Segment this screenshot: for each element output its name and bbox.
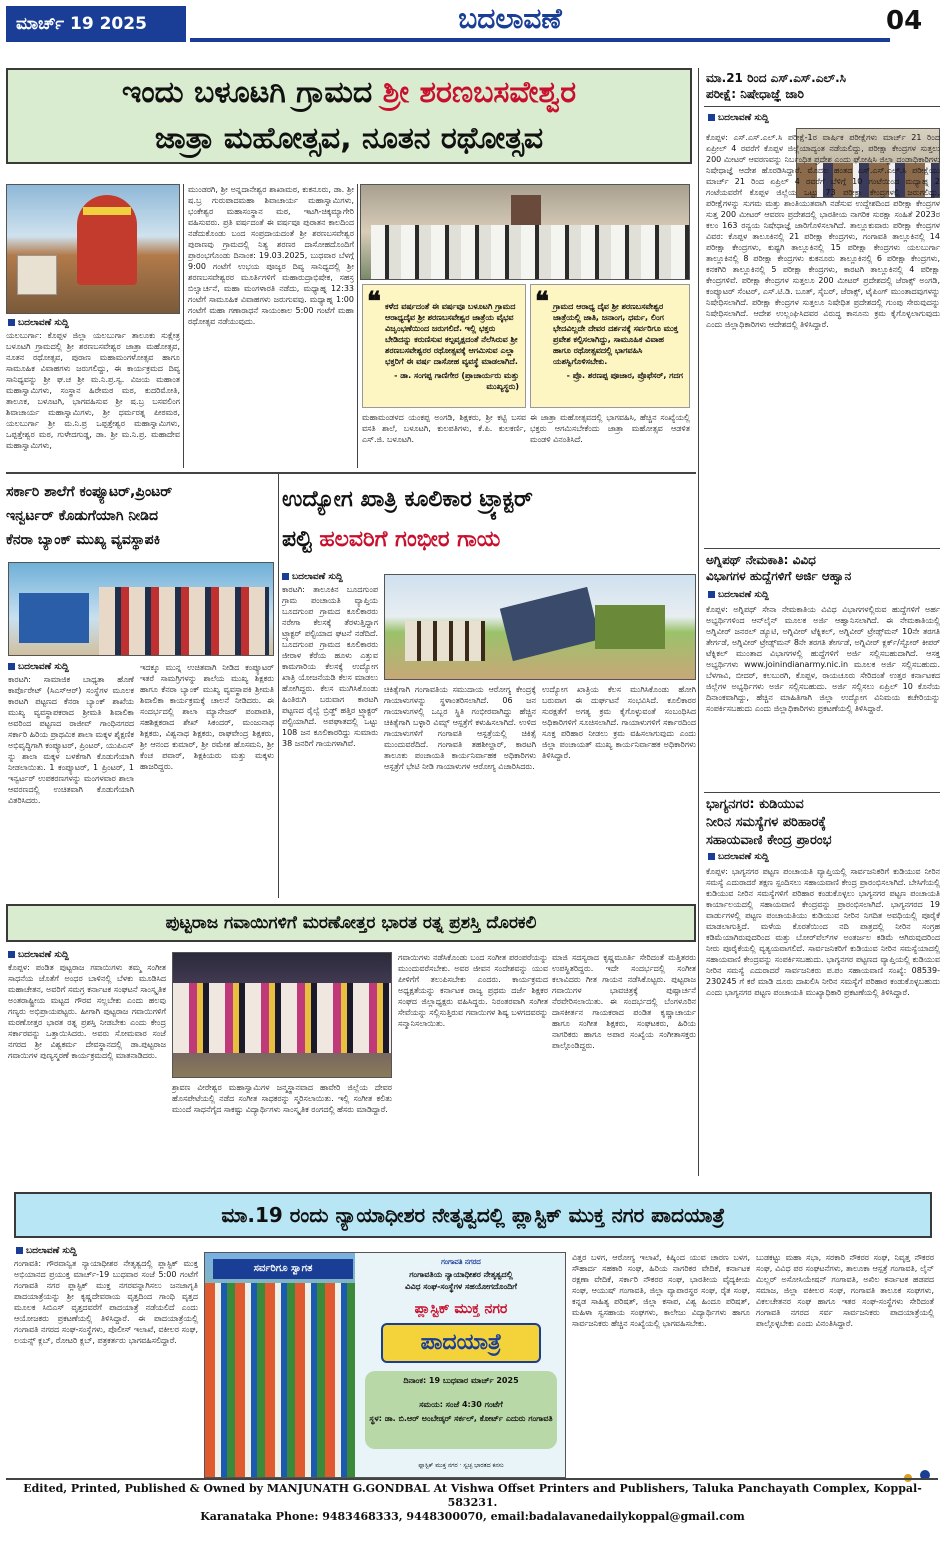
- poster-title1: ಪ್ಲಾಸ್ಟಿಕ್ ಮುಕ್ತ ನಗರ: [414, 1301, 508, 1317]
- lead-body-col2: ಮುಂಡರಗಿ, ಶ್ರೀ ಅನ್ನದಾನೇಶ್ವರ ಶಾಖಾಮಠ, ಕುಕನೂರು, ಡಾ. ಶ್ರೀ ಷ.ಬ್ರ ಗುರುಪಾದಮಹಾ ಶಿವಾಚಾರ್ಯ ಮಹಾಸ್ವಾಮಿಗಳು, ಭಂಕೇಶ್ವರ ಮಹಾಸಂಸ್ಥಾನ ಮಠ, ಇಟಗಿ-ಚಿಕ್ಕಮ್ಯಾಗೇರಿ ವಹಿಸುವರು. ಪ್ರತಿ ವರ್ಷದಂತೆ ಈ ವರ್ಷವೂ ಪುರಾತನ ಕಾಲದಿಂದ ನಡೆದುಕೊಂಡು ಬಂದ ಸಂಪ್ರದಾಯದಂತೆ ಶ್ರೀ ಶರಣಬಸವೇಶ್ವರ ಪುರಾಣವು ಗ್ರಾಮದಲ್ಲಿ ನಿತ್ಯ ಶರಣರ ದಾಸೋಹದೊಂದಿಗೆ ಪ್ರಾರಂಭಗೊಂಡು ದಿನಾಂಕ: 19.03.2025, ಬುಧವಾರ ಬೆಳಗ್ಗೆ 9:00 ಗಂಟೆಗೆ ಉಭಯ ಪೂಜ್ಯರ ದಿವ್ಯ ಸಾನಿಧ್ಯದಲ್ಲಿ ಶ್ರೀ ಶರಣಬಸವೇಶ್ವರರ ಮೂರ್ತಿಗಳಿಗೆ ಮಹಾರುದ್ರಾಭಿಷೇಕ, ಸಹಸ್ರ ಬಿಲ್ವಾರ್ಚನೆ, ಮಹಾ ಮಂಗಳಾರತಿ ನಡೆದು, ಮಧ್ಯಾಹ್ನ 12:33 ಗಂಟೆಗೆ ಸಾಮೂಹಿಕ ವಿವಾಹಗಳು ಜರುಗುವವು. ಮಧ್ಯಾಹ್ನ 1:00 ಗಂಟೆಗೆ ಮಹಾ ಗಣಾರಾಧನೆ ಸಾಯಂಕಾಲ 5:00 ಗಂಟೆಗೆ ಮಹಾ ರಥೋತ್ಸವ ನಡೆಯುವುದು.: [188, 185, 354, 326]
- puttaraja-headline: ಪುಟ್ಟರಾಜ ಗವಾಯಿಗಳಿಗೆ ಮರಣೋತ್ತರ ಭಾರತ ರತ್ನ ಪ್ರಶಸ್ತಿ ದೊರಕಲಿ: [165, 913, 537, 933]
- poster-tagline: ಪ್ಲಾಸ್ಟಿಕ್ ಮುಕ್ತ ನಗರ · ಸ್ವಚ್ಛ ಭಾರತದ ಕನಸು: [418, 1462, 504, 1469]
- quote-mark-icon: ❝: [367, 287, 381, 317]
- plastic-body-col3: ಬುಡಕಟ್ಟು ಮಹಾ ಸಭಾ, ಸರಕಾರಿ ನೌಕರರ ಸಂಘ, ನಿವೃತ್ತ ನೌಕರರ ಸಂಘ, ವಿವಿಧ ಪರ ಸಂಘಟನೆಗಳು, ತಾಲೂಕಾ ಆಸ್ಪತ್ರೆ ಗಂಗಾವತಿ, ಲೈನ್ ಮಿಲ್ಲರ್ ಅಸೋಸಿಯೇಷನ್ ಗಂಗಾವತಿ, ಅಖಿಲ ಕರ್ನಾಟಕ ಹಡಪದ ಸಮಾಜ, ಜಿಲ್ಲಾ ವಕೀಲರ ಸಂಘ, ಗಂಗಾವತಿ ತಾಲೂಕ ಸಂಘಗಳು, ವಿಕಲಚೇತನರ ಸಂಘ ಹಾಗೂ ಇತರ ಸಂಘ-ಸಂಸ್ಥೆಗಳು ಸೇರಿದಂತೆ ಗಂಗಾವತಿ ನಗರದ ಸರ್ವ ಸಾರ್ವಜನಿಕರು ಪಾದಯಾತ್ರೆಯಲ್ಲಿ ಪಾಲ್ಗೊಳ್ಳಬೇಕು ಎಂದು ವಿನಂತಿಸಿದ್ದಾರೆ.: [756, 1253, 934, 1328]
- puttaraja-byline: ಬದಲಾವಣೆ ಸುದ್ದಿ: [8, 950, 69, 960]
- bhagyanagar-headline-line3: ಸಹಾಯವಾಣಿ ಕೇಂದ್ರ ಪ್ರಾರಂಭ: [706, 833, 832, 848]
- agnipath-byline: ಬದಲಾವಣೆ ಸುದ್ದಿ: [708, 590, 769, 600]
- plastic-body-col2: ವಿತ್ತರ ಬಳಗ, ಆರೋಗ್ಯ ಇಲಾಖೆ, ಕಿಷ್ಕಿಂದ ಯುವ ಚಾರಣ ಬಳಗ, ಸೌಹಾರ್ದ ಸಹಕಾರಿ ಸಂಘ, ಹಿರಿಯ ನಾಗರಿಕರ ವೇದಿಕೆ, ಕರ್ನಾಟಕ ರಕ್ಷಣಾ ವೇದಿಕೆ, ಸರ್ಕಾರಿ ನೌಕರರ ಸಂಘ, ಭಾರತೀಯ ವೈದ್ಯಕೀಯ ಸಂಘ, ಆಯುಷ್ ಗಂಗಾವತಿ, ಜಿಲ್ಲಾ ವ್ಯಾಪಾರಸ್ಥರ ಸಂಘ, ರೈತ ಸಂಘ, ಕನ್ನಡ ಸಾಹಿತ್ಯ ಪರಿಷತ್, ಜಿಲ್ಲಾ ಕಸಾಪ, ವಿಶ್ವ ಹಿಂದೂ ಪರಿಷತ್, ಮಹಿಳಾ ಸ್ವಸಹಾಯ ಸಂಘಗಳು, ಕಾಲೇಜು ವಿದ್ಯಾರ್ಥಿಗಳು ಹಾಗೂ ಸಾರ್ವಜನಿಕರು ಹೆಚ್ಚಿನ ಸಂಖ್ಯೆಯಲ್ಲಿ ಭಾಗವಹಿಸಬೇಕು.: [572, 1253, 750, 1328]
- plastic-headline-box: [14, 1192, 932, 1238]
- overturned-tractor-photo: [384, 574, 696, 680]
- canara-handover-photo: [8, 562, 274, 656]
- bhagyanagar-headline-line1: ಭಾಗ್ಯನಗರ: ಕುಡಿಯುವ: [706, 797, 804, 812]
- puttaraja-headline-box: [6, 904, 696, 942]
- felicitation-stage-photo: [172, 952, 392, 1078]
- canara-headline-box: [6, 480, 274, 554]
- lead-quote-1-signature: - ಡಾ. ಸಂಗಪ್ಪ ಗಾಣಿಗೇರ (ಪ್ರಾಚಾರ್ಯರು ಮತ್ತು ಮುಖ್ಯಸ್ಥರು): [394, 371, 519, 391]
- canara-body-col2: ಇದಕ್ಕೂ ಮುನ್ನ ಉಚಿತವಾಗಿ ನೀಡಿದ ಕಂಪ್ಯೂಟರ್ ಇತರೆ ಸಾಮಗ್ರಿಗಳನ್ನು ಶಾಲೆಯ ಮುಖ್ಯ ಶಿಕ್ಷಕರು ಹಾಗೂ ಕೆನರಾ ಬ್ಯಾಂಕ್ ಮುಖ್ಯ ವ್ಯವಸ್ಥಾಪಕಿ ಶ್ರೀಮತಿ ಶಿವಾಲಿಕಾ ಕಾರ್ಯಕ್ರಮಕ್ಕೆ ಚಾಲನೆ ನೀಡಿದರು. ಈ ಸಂದರ್ಭದಲ್ಲಿ ಶಾಲಾ ಮ್ಯಾನೇಜರ್ ಪಂಪಾಪತಿ, ಸಹಶಿಕ್ಷಕರಾದ ಶೇಖ್ ಸಿಕಂದರ್, ಮಂಜುನಾಥ ಶಿಕ್ಷಕರು, ವಿಶ್ವನಾಥ ಶಿಕ್ಷಕರು, ರಾಘವೇಂದ್ರ ಶಿಕ್ಷಕರು, ಶ್ರೀ ಆನಂದ ಕುಮಾರ್, ಶ್ರೀ ರಮೇಶ ಹೊಸಮನಿ, ಶ್ರೀ ಕೆಂಚ ಪವಾರ್, ಶಿಕ್ಷಕಿಯರು ಮತ್ತು ಮಕ್ಕಳು ಹಾಜರಿದ್ದರು.: [140, 663, 274, 771]
- plastic-byline: ಬದಲಾವಣೆ ಸುದ್ದಿ: [16, 1246, 77, 1256]
- bhagyanagar-byline: ಬದಲಾವಣೆ ಸುದ್ದಿ: [708, 852, 769, 862]
- puttaraja-body-col3: ಗವಾಯಿಗಳು ನಡೆಸಿಕೊಂಡು ಬಂದ ಸಂಗೀತ ಪರಂಪರೆಯನ್ನು ಮುಂದುವರೆಸಬೇಕು. ಅವರ ಜೀವನ ಸಂದೇಶವನ್ನು ಯುವ ಪೀಳಿಗೆಗೆ ತಲುಪಿಸಬೇಕು ಎಂದರು. ಕಾರ್ಯಕ್ರಮದ ಅಧ್ಯಕ್ಷತೆಯನ್ನು ಕರ್ನಾಟಕ ರಾಜ್ಯ ಪ್ರಥಮ ದರ್ಜೆ ಶಿಕ್ಷಕರ ಸಂಘದ ಜಿಲ್ಲಾಧ್ಯಕ್ಷರು ವಹಿಸಿದ್ದರು. ನಿರಂತರವಾಗಿ ಸಂಗೀತ ಸೇವೆಯನ್ನು ಸಲ್ಲಿಸುತ್ತಿರುವ ಗವಾಯಿಗಳ ಶಿಷ್ಯ ಬಳಗದವರನ್ನು ಸನ್ಮಾನಿಸಲಾಯಿತು.: [398, 953, 548, 1028]
- canara-headline-line2: ಇನ್ವರ್ಟರ್ ಕೊಡುಗೆಯಾಗಿ ನೀಡಿದ: [6, 508, 159, 524]
- poster-organizer: ಗಂಗಾವತಿ ನಗರದ: [441, 1258, 481, 1266]
- imprint-line2: Karanataka Phone: 9483468333, 9448300070, email:badalavanedailykoppal@gmail.com: [200, 1510, 745, 1523]
- tractor-headline-red: ಹಲವರಿಗೆ ಗಂಭೀರ ಗಾಯ: [319, 527, 501, 552]
- tractor-headline-line2: ಪಲ್ಟಿ: [282, 527, 312, 552]
- canara-body-col1: ಕಾರಟಗಿ: ಸಾಮಾಜಿಕ ಬಾಧ್ಯತಾ ಹೊಣೆ ಕಾರ್ಪೊರೇಟ್ (ಸಿಎಸ್ಆರ್) ಸಂಸ್ಥೆಗಳ ಮೂಲಕ ಕಾರಟಗಿ ಪಟ್ಟಣದ ಕೆನರಾ ಬ್ಯಾಂಕ್ ಶಾಖೆಯ ಮುಖ್ಯ ವ್ಯವಸ್ಥಾಪಕರಾದ ಶ್ರೀಮತಿ ಶಿವಾಲಿಕಾ ಅವರಿಂದ ಪಟ್ಟಣದ ರಾಜೀವ್ ಗಾಂಧಿನಗರದ ಸರ್ಕಾರಿ ಹಿರಿಯ ಪ್ರಾಥಮಿಕ ಶಾಲಾ ಮಕ್ಕಳ ಶೈಕ್ಷಣಿಕ ಅಭಿವೃದ್ಧಿಗಾಗಿ ಕಂಪ್ಯೂಟರ್, ಪ್ರಿಂಟರ್, ಯುಪಿಎಸ್ ನ್ನು ಶಾಲಾ ಮಕ್ಕಳ ಬಳಕೆಗಾಗಿ ಕೊಡುಗೆಯಾಗಿ ನೀಡಲಾಯಿತು. 1 ಕಂಪ್ಯೂಟರ್, 1 ಪ್ರಿಂಟರ್, 1 ಇನ್ವರ್ಟರ್ ಉಪಕರಣಗಳನ್ನು ಮಂಗಳವಾರ ಶಾಲಾ ಆವರಣದಲ್ಲಿ ಉಚಿತವಾಗಿ ಕೊಡುಗೆಯಾಗಿ ವಿತರಿಸಿದರು.: [8, 675, 134, 805]
- sslc-byline: ಬದಲಾವಣೆ ಸುದ್ದಿ: [708, 113, 769, 123]
- poster-time: ಸಮಯ: ಸಂಜೆ 4:30 ಗಂಟೆಗೆ: [419, 1400, 503, 1409]
- devotees-group-photo: [360, 184, 690, 280]
- tractor-headline-box: [282, 480, 696, 564]
- lead-quote-2-text: ಗ್ರಾಮದ ಆರಾಧ್ಯ ದೈವ ಶ್ರೀ ಶರಣಬಸವೇಶ್ವರ ಜಾತ್ರೆಯಲ್ಲಿ ಜಾತಿ, ಜನಾಂಗ, ಧರ್ಮ, ಲಿಂಗ ಭೇದವಿಲ್ಲದೇ ದೇವರ ದರ್ಶನಕ್ಕೆ ಸರ್ವರಿಗೂ ಮುಕ್ತ ಪ್ರವೇಶ ಕಲ್ಪಿಸಲಾಗಿದ್ದು, ಸಾಮೂಹಿಕ ವಿವಾಹ ಹಾಗೂ ರಥೋತ್ಸವದಲ್ಲಿ ಭಾಗವಹಿಸಿ ಯಶಸ್ವಿಗೊಳಿಸಬೇಕು.: [553, 302, 679, 366]
- quote-mark-icon: ❝: [535, 287, 549, 317]
- sslc-headline-line1: ಮಾ.21 ರಿಂದ ಎಸ್.ಎಸ್.ಎಲ್.ಸಿ: [706, 71, 847, 85]
- sslc-body: ಕೊಪ್ಪಳ: ಎಸ್.ಎಸ್.ಎಲ್.ಸಿ ಪರೀಕ್ಷೆ-1ರ ವಾರ್ಷಿಕ ಪರೀಕ್ಷೆಗಳು ಮಾರ್ಚ್ 21 ರಿಂದ ಏಪ್ರೀಲ್ 4 ರವರೆಗೆ ಕೊಪ್ಪಳ ಜಿಲ್ಲೆಯಾದ್ಯಂತ ನಡೆಯಲಿದ್ದು, ಪರೀಕ್ಷಾ ಕೇಂದ್ರಗಳ ಸುತ್ತಲು 200 ಮೀಟರ್ ಆವರಣವನ್ನು ನಿರ್ಬಂಧಿತ ಪ್ರದೇಶ ಎಂದು ಘೋಷಿಸಿ ಜಿಲ್ಲಾ ದಂಡಾಧಿಕಾರಿಗಳು ನಿಷೇಧಾಜ್ಞೆ ಆದೇಶ ಹೊರಡಿಸಿದ್ದಾರೆ. ಮೊದಲ ಹಂತದ ಎಸ್.ಎಸ್.ಎಲ್.ಸಿ ಪರೀಕ್ಷೆಯು ಮಾರ್ಚ್ 21 ರಿಂದ ಏಪ್ರಿಲ್ 4 ರವರೆಗೆ ಬೆಳಿಗ್ಗೆ 10 ಗಂಟೆಯಿಂದ ಮಧ್ಯಾಹ್ನ 2 ಗಂಟೆಯವರೆಗೆ ಕೊಪ್ಪಳ ಜಿಲ್ಲೆಯ ಒಟ್ಟು 73 ಪರೀಕ್ಷಾ ಕೇಂದ್ರಗಳಲ್ಲಿ ಜರುಗಲಿದ್ದು, ಪರೀಕ್ಷೆಗಳನ್ನು ಸುಗಮ ಮತ್ತು ಶಾಂತಿಯುತವಾಗಿ ನಡೆಸುವ ಉದ್ದೇಶದಿಂದ ಪರೀಕ್ಷಾ ಕೇಂದ್ರಗಳ ಸುತ್ತ 200 ಮೀಟರ್ ಆವರಣ ಪ್ರದೇಶದಲ್ಲಿ ಭಾರತೀಯ ನಾಗರಿಕ ಸುರಕ್ಷಾ ಸಂಹಿತೆ 2023ರ ಕಲಂ 163 ರನ್ವಯ ನಿಷೇಧಾಜ್ಞೆ ಜಾರಿಗೊಳಿಸಲಾಗಿದೆ. ತಾಲ್ಲೂಕುವಾರು ಪರೀಕ್ಷಾ ಕೇಂದ್ರಗಳ ವಿವರ: ಕೊಪ್ಪಳ ತಾಲೂಕಿನಲ್ಲಿ 21 ಪರೀಕ್ಷಾ ಕೇಂದ್ರಗಳು, ಗಂಗಾವತಿ ತಾಲ್ಲೂಕಿನಲ್ಲಿ 14 ಪರೀಕ್ಷಾ ಕೇಂದ್ರಗಳು, ಕುಷ್ಟಗಿ ತಾಲ್ಲೂಕಿನಲ್ಲಿ 15 ಪರೀಕ್ಷಾ ಕೇಂದ್ರಗಳು ಯಲಬುರ್ಗಾ ತಾಲ್ಲೂಕಿನಲ್ಲಿ 8 ಪರೀಕ್ಷಾ ಕೇಂದ್ರಗಳು ಕುಕನೂರು ತಾಲ್ಲೂಕಿನಲ್ಲಿ 6 ಪರೀಕ್ಷಾ ಕೇಂದ್ರಗಳು, ಕನಕಗಿರಿ ತಾಲ್ಲೂಕಿನಲ್ಲಿ 5 ಪರೀಕ್ಷಾ ಕೇಂದ್ರಗಳು, ಕಾರಟಗಿ ತಾಲ್ಲೂಕಿನಲ್ಲಿ 4 ಪರೀಕ್ಷಾ ಕೇಂದ್ರಗಳಿವೆ. ಪರೀಕ್ಷಾ ಕೇಂದ್ರಗಳ ಸುತ್ತಲೂ 200 ಮೀಟರ್ ಪ್ರದೇಶದಲ್ಲಿ ಜೆರಾಕ್ಸ್ ಅಂಗಡಿ, ಕಂಪ್ಯೂಟರ್ ಸೆಂಟರ್, ಎಸ್.ಟಿ.ಡಿ. ಬೂತ್, ಸೈಬರ್, ಜೆರಾಕ್ಸ್, ಟೈಪಿಂಗ್ ಮುಂತಾದವುಗಳನ್ನು ನಿಷೇಧಿಸಲಾಗಿದೆ. ಪರೀಕ್ಷಾ ಕೇಂದ್ರಗಳ ಸುತ್ತಲೂ ನಿಷೇಧಿತ ಪ್ರದೇಶದಲ್ಲಿ ಗುಂಪು ಸೇರುವುದನ್ನು ನಿಷೇಧಿಸಲಾಗಿದೆ. ಆದೇಶ ಉಲ್ಲಂಘಿಸಿದವರ ವಿರುದ್ಧ ಕಾನೂನು ಕ್ರಮ ಕೈಗೊಳ್ಳಲಾಗುವುದು ಎಂದು ಜಿಲ್ಲಾಧಿಕಾರಿಗಳು ಆದೇಶದಲ್ಲಿ ತಿಳಿಸಿದ್ದಾರೆ.: [706, 133, 940, 329]
- temple-chariot-photo: [6, 184, 180, 314]
- agnipath-headline-line2: ವಿಭಾಗಗಳ ಹುದ್ದೆಗಳಿಗೆ ಅರ್ಜಿ ಆಹ್ವಾನ: [706, 569, 852, 583]
- tractor-body-col1: ಕಾರಟಗಿ: ತಾಲೂಕಿನ ಬೂದಗುಂಪ ಗ್ರಾಮ ಪಂಚಾಯತಿ ವ್ಯಾಪ್ತಿಯ ಬೂದಗುಂಪ ಗ್ರಾಮದ ಕೂಲಿಕಾರರು ನರೇಗಾ ಕೆಲಸಕ್ಕೆ ತೆರಳುತ್ತಿದ್ದಾಗ ಟ್ರ್ಯಾಕ್ಟರ್ ಪಲ್ಟಿಯಾದ ಘಟನೆ ನಡೆದಿದೆ. ಬೂದಗುಂಪ ಗ್ರಾಮದ ಕೂಲಿಕಾರರು ಜೀರಾಳ ಕೆರೆಯ ಹೂಳು ಎತ್ತುವ ಕಾಮಗಾರಿಯ ಕೆಲಸಕ್ಕೆ ಉದ್ಯೋಗ ಖಾತ್ರಿ ಯೋಜನೆಯಡಿ ಕೆಲಸ ಮಾಡಲು ಹೋಗಿದ್ದರು. ಕೆಲಸ ಮುಗಿಸಿಕೊಂಡು ಹಿಂತಿರುಗಿ ಬರುವಾಗ ಕಾರಟಗಿ ಪಟ್ಟಣದ ರೈಲ್ವೆ ಬ್ರಿಡ್ಜ್ ಹತ್ತಿರ ಟ್ರ್ಯಾಕ್ಟರ್ ಪಲ್ಟಿಯಾಗಿದೆ. ಅಪಘಾತದಲ್ಲಿ ಒಟ್ಟು 108 ಜನ ಕೂಲಿಕಾರರಿದ್ದು ಸುಮಾರು 38 ಜನರಿಗೆ ಗಾಯಗಳಾಗಿವೆ.: [282, 585, 378, 748]
- puttaraja-body-col4: ಮಾಜಿ ಸದಸ್ಯರಾದ ಕೃಷ್ಣಮೂರ್ತಿ ಸೇರಿದಂತೆ ಮತ್ತಿತರರು ಉಪಸ್ಥಿತರಿದ್ದರು. ಇದೇ ಸಂದರ್ಭದಲ್ಲಿ ಸಂಗೀತ ಕಲಾವಿದರು ಗೀತ ಗಾಯನ ನಡೆಸಿಕೊಟ್ಟರು. ಪುಟ್ಟರಾಜ ಗವಾಯಿಗಳ ಭಾವಚಿತ್ರಕ್ಕೆ ಪುಷ್ಪಾರ್ಚನೆ ನೆರವೇರಿಸಲಾಯಿತು. ಈ ಸಂದರ್ಭದಲ್ಲಿ ಬೆಂಗಳೂರಿನ ದಾಸಕೀರ್ತನ ಗಾಯಕರಾದ ಪಂಡಿತ ಕೃಷ್ಣಾಚಾರ್ಯ ಹಾಗೂ ಸಂಗೀತ ಶಿಕ್ಷಕರು, ಸಂಘಟಕರು, ಹಿರಿಯ ನಾಗರಿಕರು ಹಾಗೂ ಅಪಾರ ಸಂಖ್ಯೆಯ ಸಂಗೀತಾಸಕ್ತರು ಪಾಲ್ಗೊಂಡಿದ್ದರು.: [552, 953, 696, 1050]
- newspaper-title: ಬದಲಾವಣೆ: [458, 2, 562, 35]
- lead-quote-2-signature: - ಪ್ರೊ. ಶರಣಪ್ಪ ಪೂಜಾರ, ಪ್ರೊಫೆಸರ್, ಗದಗ: [566, 371, 683, 380]
- tractor-byline: ಬದಲಾವಣೆ ಸುದ್ದಿ: [282, 572, 343, 582]
- page-number: 04: [886, 6, 923, 36]
- masthead-rule: [190, 38, 890, 42]
- imprint-footer: [0, 1482, 945, 1524]
- lead-quote-1: [362, 284, 526, 408]
- poster-title2: ಪಾದಯಾತ್ರೆ: [381, 1323, 541, 1363]
- sslc-headline: [706, 70, 940, 102]
- poster-line2: ವಿವಿಧ ಸಂಘ-ಸಂಸ್ಥೆಗಳ ಸಹಯೋಗದೊಂದಿಗೆ: [405, 1282, 517, 1291]
- sslc-headline-line2: ಪರೀಕ್ಷೆ: ನಿಷೇಧಾಜ್ಞೆ ಜಾರಿ: [706, 87, 804, 101]
- poster-line1: ಗಂಗಾವತಿಯ ನ್ಯಾಯಾಧೀಶರ ನೇತೃತ್ವದಲ್ಲಿ: [409, 1270, 513, 1279]
- canara-byline: ಬದಲಾವಣೆ ಸುದ್ದಿ: [8, 662, 69, 672]
- issue-date: ಮಾರ್ಚ್ 19 2025: [6, 6, 186, 42]
- agnipath-headline-line1: ಅಗ್ನಿಪಥ್ ನೇಮಕಾತಿ: ವಿವಿಧ: [706, 553, 816, 567]
- agnipath-body: ಕೊಪ್ಪಳ: ಅಗ್ನಿಪಥ್ ಸೇನಾ ನೇಮಕಾತಿಯ ವಿವಿಧ ವಿಭಾಗಗಳಲ್ಲಿರುವ ಹುದ್ದೆಗಳಿಗೆ ಅರ್ಹ ಅಭ್ಯರ್ಥಿಗಳಿಂದ ಆನ್‌ಲೈನ್ ಮೂಲಕ ಅರ್ಜಿ ಆಹ್ವಾನಿಸಲಾಗಿದೆ. ಈ ನೇಮಕಾತಿಯಲ್ಲಿ ಅಗ್ನಿವೀರ್ ಜನರಲ್ ಡ್ಯೂಟಿ, ಅಗ್ನಿವೀರ್ ಟೆಕ್ನಿಕಲ್, ಅಗ್ನಿವೀರ್ ಟ್ರೇಡ್ಸ್‌ಮನ್ 10ನೇ ತರಗತಿ ತೇರ್ಗಡೆ, ಅಗ್ನಿವೀರ್ ಟ್ರೇಡ್ಸ್‌ಮನ್ 8ನೇ ತರಗತಿ ತೇರ್ಗಡೆ, ಅಗ್ನಿವೀರ್ ಕ್ಲರ್ಕ್/ಸ್ಟೋರ್ ಕೀಪರ್ ಟೆಕ್ನಿಕಲ್ ಮುಂತಾದ ವಿಭಾಗಗಳಲ್ಲಿ ಹುದ್ದೆಗಳಿಗೆ ಅರ್ಜಿ ಸಲ್ಲಿಸಬಹುದಾಗಿದೆ. ಆಸಕ್ತ ಅಭ್ಯರ್ಥಿಗಳು www.joinindianarmy.nic.in ಮೂಲಕ ಅರ್ಜಿ ಸಲ್ಲಿಸಬಹುದು. ಬೆಳಗಾವಿ, ಬೀದರ್, ಕಲಬುರಗಿ, ಕೊಪ್ಪಳ, ರಾಯಚೂರು ಸೇರಿದಂತೆ ಉತ್ತರ ಕರ್ನಾಟಕದ ಜಿಲ್ಲೆಗಳ ಅಭ್ಯರ್ಥಿಗಳು ಅರ್ಜಿ ಸಲ್ಲಿಸಬಹುದು. ಅರ್ಜಿ ಸಲ್ಲಿಸಲು ಏಪ್ರಿಲ್ 10 ಕೊನೆಯ ದಿನಾಂಕವಾಗಿದ್ದು, ಹೆಚ್ಚಿನ ಮಾಹಿತಿಗಾಗಿ ಜಿಲ್ಲಾ ಉದ್ಯೋಗ ವಿನಿಮಯ ಕಚೇರಿಯನ್ನು ಸಂಪರ್ಕಿಸಬಹುದು ಎಂದು ಜಿಲ್ಲಾಧಿಕಾರಿಗಳು ಪ್ರಕಟಣೆಯಲ್ಲಿ ತಿಳಿಸಿದ್ದಾರೆ.: [706, 605, 940, 713]
- lead-body-col3: ಮಹಾಮಂಡಳದ ಯಂಕಪ್ಪ ಅಂಗಡಿ, ಶಿಕ್ಷಕರು, ಶ್ರೀ ಕಟ್ಟಿ ಬಸವ ವಸತಿ ಶಾಲೆ, ಬಳೂಟಗಿ, ಕುಲಪತಿಗಳು, ಕೆ.ಪಿ. ಕುಲಕರ್ಣಿ, ಎಸ್.ಜಿ. ಬಳೂಟಗಿ.: [362, 413, 526, 444]
- tractor-body-col2: ಚಿಕಿತ್ಸೆಗಾಗಿ ಗಂಗಾವತಿಯ ಸಮುದಾಯ ಆರೋಗ್ಯ ಕೇಂದ್ರಕ್ಕೆ ಗಾಯಾಳುಗಳನ್ನು ಸ್ಥಳಾಂತರಿಸಲಾಗಿದೆ. 06 ಜನ ಗಾಯಾಳುಗಳಲ್ಲಿ ಒಬ್ಬರ ಸ್ಥಿತಿ ಗಂಭೀರವಾಗಿದ್ದು ಹೆಚ್ಚಿನ ಚಿಕಿತ್ಸೆಗಾಗಿ ಬಳ್ಳಾರಿ ವಿಮ್ಸ್ ಆಸ್ಪತ್ರೆಗೆ ಕಳುಹಿಸಲಾಗಿದೆ. ಉಳಿದ ಗಾಯಾಳುಗಳಿಗೆ ಗಂಗಾವತಿ ಆಸ್ಪತ್ರೆಯಲ್ಲಿ ಚಿಕಿತ್ಸೆ ಮುಂದುವರೆದಿದೆ. ಗಂಗಾವತಿ ತಹಶೀಲ್ದಾರ್, ಕಾರಟಗಿ ತಾಲೂಕು ಪಂಚಾಯತಿ ಕಾರ್ಯನಿರ್ವಾಹಕ ಅಧಿಕಾರಿಗಳು ಆಸ್ಪತ್ರೆಗೆ ಭೇಟಿ ನೀಡಿ ಗಾಯಾಳುಗಳ ಆರೋಗ್ಯ ವಿಚಾರಿಸಿದರು.: [384, 685, 536, 771]
- bhagyanagar-headline: [706, 796, 940, 850]
- tractor-headline-line1: ಉದ್ಯೋಗ ಖಾತ್ರಿ ಕೂಲಿಕಾರ ಟ್ರ್ಯಾಕ್ಟರ್: [282, 487, 533, 512]
- lead-byline: ಬದಲಾವಣೆ ಸುದ್ದಿ: [8, 318, 69, 328]
- bhagyanagar-body: ಕೊಪ್ಪಳ: ಭಾಗ್ಯನಗರ ಪಟ್ಟಣ ಪಂಚಾಯತಿ ವ್ಯಾಪ್ತಿಯಲ್ಲಿ ಸಾರ್ವಜನಿಕರಿಗೆ ಕುಡಿಯುವ ನೀರಿನ ಸಮಸ್ಯೆ ಎದುರಾದರೆ ತಕ್ಷಣ ಸ್ಪಂದಿಸಲು ಸಹಾಯವಾಣಿ ಕೇಂದ್ರ ಪ್ರಾರಂಭಿಸಲಾಗಿದೆ. ಬೇಸಿಗೆಯಲ್ಲಿ ಕುಡಿಯುವ ನೀರಿನ ಸಮಸ್ಯೆಗಳಿಗೆ ಪರಿಹಾರ ಕಂಡುಕೊಳ್ಳಲು ಭಾಗ್ಯನಗರ ಪಟ್ಟಣ ಪಂಚಾಯತಿ ಕಾರ್ಯಾಲಯದಲ್ಲಿ ಸಹಾಯವಾಣಿ ಕೇಂದ್ರವನ್ನು ಪ್ರಾರಂಭಿಸಲಾಗಿದೆ. ಭಾಗ್ಯನಗರದ 19 ವಾರ್ಡುಗಳಲ್ಲಿ ಪಟ್ಟಣ ಪಂಚಾಯತಿಯು ಕುಡಿಯುವ ನೀರಿನ ನಿಗದಿತ ಅವಧಿಯಲ್ಲಿ ಪೂರೈಕೆ ಮಾಡಲಾಗುತ್ತಿದೆ. ಮಳೆಯ ಕೊರತೆಯಿಂದ ನದಿ ಪಾತ್ರದಲ್ಲಿ ನೀರಿನ ಸಂಗ್ರಹ ಕಡಿಮೆಯಾಗಿರುವುದರಿಂದ ಮತ್ತು ಬೋರ್‌ವೆಲ್‌ಗಳ ಅಂತರ್ಜಲ ಕಡಿಮೆ ಆಗಿರುವುದರಿಂದ ನೀರು ಪೂರೈಕೆಯಲ್ಲಿ ವ್ಯತ್ಯಯವಾಗಲಿದೆ. ಸಾರ್ವಜನಿಕರಿಗೆ ಕುಡಿಯುವ ನೀರಿನ ಸಮಸ್ಯೆಯಾದಲ್ಲಿ ಸಹಾಯವಾಣಿ ಕೇಂದ್ರವನ್ನು ಸಂಪರ್ಕಿಸಬಹುದು. ಭಾಗ್ಯನಗರ ಪಟ್ಟಣದ ವ್ಯಾಪ್ತಿಯಲ್ಲಿ ಕುಡಿಯುವ ನೀರಿನ ಸಮಸ್ಯೆ ಎದುರಾದರೆ ಸಾರ್ವಜನಿಕರು ಪ.ಪಂ ಸಹಾಯವಾಣಿ ಸಂಖ್ಯೆ: 08539-230245 ಗೆ ಕರೆ ಮಾಡಿ ದೂರು ದಾಖಲಿಸಿ ನೀರಿನ ಸಮಸ್ಯೆಗೆ ಪರಿಹಾರ ಕಂಡುಕೊಳ್ಳಬಹುದು ಎಂದು ಭಾಗ್ಯನಗರ ಪಟ್ಟಣ ಪಂಚಾಯತಿ ಮುಖ್ಯಾಧಿಕಾರಿ ಪ್ರಕಟಣೆಯಲ್ಲಿ ತಿಳಿಸಿದ್ದಾರೆ.: [706, 867, 940, 997]
- lead-headline-part1: ಇಂದು ಬಳೂಟಗಿ ಗ್ರಾಮದ: [121, 75, 373, 110]
- lead-headline-line2: ಜಾತ್ರಾ ಮಹೋತ್ಸವ, ನೂತನ ರಥೋತ್ಸವ: [154, 121, 544, 156]
- lead-headline-box: [6, 68, 692, 164]
- poster-date: ದಿನಾಂಕ: 19 ಬುಧವಾರ ಮಾರ್ಚ್ 2025: [403, 1376, 519, 1385]
- bhagyanagar-headline-line2: ನೀರಿನ ಸಮಸ್ಯೆಗಳ ಪರಿಹಾರಕ್ಕೆ: [706, 815, 826, 830]
- lead-body-col4: ಈ ಜಾತ್ರಾ ಮಹೋತ್ಸವದಲ್ಲಿ ಭಾಗವಹಿಸಿ, ಹೆಚ್ಚಿನ ಸಂಖ್ಯೆಯಲ್ಲಿ ಭಕ್ತರು ಆಗಮಿಸಬೇಕೆಂದು ಜಾತ್ರಾ ಮಹೋತ್ಸವ ಆಡಳಿತ ಮಂಡಳಿ ವಿನಂತಿಸಿದೆ.: [530, 413, 690, 444]
- lead-quote-1-text: ಕಳೆದ ವರ್ಷದಂತೆ ಈ ವರ್ಷವೂ ಬಳೂಟಗಿ ಗ್ರಾಮದ ಆರಾಧ್ಯದೈವ ಶ್ರೀ ಶರಣಬಸವೇಶ್ವರ ಜಾತ್ರೆಯ ವೈಭವ ವಿಜೃಂಭಣೆಯಿಂದ ಜರುಗಲಿದೆ. ಇಲ್ಲಿ ಭಕ್ತರು ಬೇಡಿದನ್ನು ಕರುಣಿಸುವ ಕಲ್ಪವೃಕ್ಷದಂತೆ ನೆಲೆಸಿರುವ ಶ್ರೀ ಶರಣಬಸವೇಶ್ವರರ ರಥೋತ್ಸವಕ್ಕೆ ಆಗಮಿಸುವ ಎಲ್ಲಾ ಭಕ್ತರಿಗೆ ಈ ವರ್ಷ ದಾಸೋಹ ವ್ಯವಸ್ಥೆ ಮಾಡಲಾಗಿದೆ.: [385, 302, 518, 366]
- lead-body-col1: ಯಲಬುರ್ಗಾ: ಕೊಪ್ಪಳ ಜಿಲ್ಲಾ ಯಲಬುರ್ಗಾ ತಾಲೂಕು ಸುಕ್ಷೇತ್ರ ಬಳೂಟಗಿ ಗ್ರಾಮದಲ್ಲಿ ಶ್ರೀ ಶರಣಬಸವೇಶ್ವರ ಜಾತ್ರಾ ಮಹೋತ್ಸವ, ನೂತನ ರಥೋತ್ಸವ, ಪುರಾಣ ಮಹಾಮಂಗಳೋತ್ಸವ ಹಾಗೂ ಸಾಮೂಹಿಕ ವಿವಾಹಗಳು ಜರುಗಲಿದ್ದು, ಈ ಕಾರ್ಯಕ್ರಮದ ದಿವ್ಯ ಸಾನಿಧ್ಯವನ್ನು ಶ್ರೀ ಘ.ಚ ಶ್ರೀ ಮ.ನಿ.ಪ್ರ.ಸ್ವ. ವಿಜಯ ಮಹಾಂತ ಮಹಾಸ್ವಾಮಿಗಳು, ಸಂಸ್ಥಾನ ಹಿರೇಮಠ ಮಠ, ಕುದರಿಮೋತಿ, ತಾಲೂಕ, ಬಳೂಟಗಿ, ಭಾಗವಹಿಸುವ ಶ್ರೀ ಷ.ಬ್ರ ಬಸವಲಿಂಗ ಶಿವಾಚಾರ್ಯ ಮಹಾಸ್ವಾಮಿಗಳು, ಶ್ರೀ ಧರ್ಮರತ್ನ ಪೀಠಮಠ, ಯಲಬುರ್ಗಾ ಶ್ರೀ ಮ.ನಿ.ಪ್ರ ಒಪ್ಪತ್ತೇಶ್ವರ ಮಹಾಸ್ವಾಮಿಗಳು, ಒಪ್ಪತ್ತೇಶ್ವರ ಮಠ, ಗುಳೇದಗುಡ್ಡ, ಡಾ. ಶ್ರೀ ಮ.ನಿ.ಪ್ರ. ಮಹಾದೇವ ಮಹಾಸ್ವಾಮಿಗಳು,: [6, 331, 180, 450]
- plastic-headline: ಮಾ.19 ರಂದು ನ್ಯಾಯಾಧೀಶರ ನೇತೃತ್ವದಲ್ಲಿ ಪ್ಲಾಸ್ಟಿಕ್ ಮುಕ್ತ ನಗರ ಪಾದಯಾತ್ರೆ: [221, 1203, 725, 1227]
- lead-headline-red: ಶ್ರೀ ಶರಣಬಸವೇಶ್ವರ: [382, 75, 577, 110]
- poster-place: ಸ್ಥಳ: ಡಾ. ಬಿ.ಆರ್ ಅಂಬೇಡ್ಕರ್ ಸರ್ಕಲ್, ಕೋರ್ಟ್ ಎದುರು ಗಂಗಾವತಿ: [369, 1414, 553, 1423]
- puttaraja-body-col2: ಶ್ರಾವಣ ವೀರೇಶ್ವರ ಮಹಾಸ್ವಾಮಿಗಳ ಜನ್ಮಸ್ಥಾನವಾದ ಹಾವೇರಿ ಜಿಲ್ಲೆಯ ದೇವರ ಹೊಸಪೇಟೆಯಲ್ಲಿ ನಡೆದ ಸಂಗೀತ ಸಾಧಕರನ್ನು ಸ್ಮರಿಸಲಾಯಿತು. ಇಲ್ಲಿ ಸಂಗೀತ ಕಲಿತು ಮುಂದೆ ಸಾಧನೆಗೈದ ಸಾಕಷ್ಟು ವಿದ್ಯಾರ್ಥಿಗಳು ಸಾಂಸ್ಕೃತಿಕ ರಂಗದಲ್ಲಿ ಹೆಸರು ಮಾಡಿದ್ದಾರೆ.: [172, 1083, 392, 1114]
- canara-headline-line1: ಸರ್ಕಾರಿ ಶಾಲೆಗೆ ಕಂಪ್ಯೂಟರ್,ಪ್ರಿಂಟರ್: [6, 484, 173, 500]
- imprint-line1: Edited, Printed, Published & Owned by MANJUNATH G.GONDBAL At Vishwa Offset Printers and Publishers, Taluka Panchayath Complex, Koppal-583231.: [23, 1482, 922, 1509]
- canara-headline-line3: ಕೆನರಾ ಬ್ಯಾಂಕ್ ಮುಖ್ಯ ವ್ಯವಸ್ಥಾಪಕಿ: [6, 532, 161, 548]
- lead-quote-2: [530, 284, 690, 408]
- agnipath-headline: [706, 552, 940, 584]
- plastic-body-col1: ಗಂಗಾವತಿ: ಗೌರವಾನ್ವಿತ ನ್ಯಾಯಾಧೀಶರ ನೇತೃತ್ವದಲ್ಲಿ ಪ್ಲಾಸ್ಟಿಕ್ ಮುಕ್ತ ಅಭಿಯಾನದ ಪ್ರಯುಕ್ತ ಮಾರ್ಚ್-19 ಬುಧವಾರ ಸಂಜೆ 5:00 ಗಂಟೆಗೆ ಗಂಗಾವತಿ ನಗರ ಪ್ಲಾಸ್ಟಿಕ್ ಮುಕ್ತ ನಗರವನ್ನಾಗಿಸಲು ಜನಜಾಗೃತಿ ಪಾದಯಾತ್ರೆಯನ್ನು ಶ್ರೀ ಕೃಷ್ಣದೇವರಾಯ ವೃತ್ತದಿಂದ ಗಾಂಧಿ ವೃತ್ತದ ಮೂಲಕ ಸಿಬಿಎಸ್ ವೃತ್ತದವರೆಗೆ ಪಾದಯಾತ್ರೆ ನಡೆಯಲಿದೆ ಎಂದು ಆಯೋಜಕರು ಪ್ರಕಟಣೆಯಲ್ಲಿ ತಿಳಿಸಿದ್ದಾರೆ. ಈ ಪಾದಯಾತ್ರೆಯಲ್ಲಿ ಗಂಗಾವತಿ ನಗರದ ಸಂಘ-ಸಂಸ್ಥೆಗಳು, ಪೊಲೀಸ್ ಇಲಾಖೆ, ವಕೀಲರ ಸಂಘ, ಲಯನ್ಸ್ ಕ್ಲಬ್, ರೋಟರಿ ಕ್ಲಬ್, ಪತ್ರಕರ್ತರು ಭಾಗವಹಿಸಲಿದ್ದಾರೆ.: [14, 1259, 198, 1345]
- padayatre-poster: [204, 1252, 566, 1478]
- tractor-body-col3: ಉದ್ಯೋಗ ಖಾತ್ರಿಯ ಕೆಲಸ ಮುಗಿಸಿಕೊಂಡು ಹೋಗಿ ಬರುವಾಗ ಈ ದುರ್ಘಟನೆ ಸಂಭವಿಸಿದೆ. ಕೂಲಿಕಾರರ ಸುರಕ್ಷತೆಗೆ ಅಗತ್ಯ ಕ್ರಮ ಕೈಗೊಳ್ಳುವಂತೆ ಸಂಬಂಧಿಸಿದ ಅಧಿಕಾರಿಗಳಿಗೆ ಸೂಚಿಸಲಾಗಿದೆ. ಗಾಯಾಳುಗಳಿಗೆ ಸರ್ಕಾರದಿಂದ ಸೂಕ್ತ ಪರಿಹಾರ ನೀಡಲು ಕ್ರಮ ವಹಿಸಲಾಗುವುದು ಎಂದು ಜಿಲ್ಲಾ ಪಂಚಾಯತ್ ಮುಖ್ಯ ಕಾರ್ಯನಿರ್ವಾಹಕ ಅಧಿಕಾರಿಗಳು ತಿಳಿಸಿದ್ದಾರೆ.: [542, 685, 696, 760]
- poster-welcome: ಸರ್ವರಿಗೂ ಸ್ವಾಗತ: [213, 1259, 353, 1279]
- puttaraja-body-col1: ಕೊಪ್ಪಳ: ಪಂಡಿತ ಪುಟ್ಟರಾಜ ಗವಾಯಿಗಳು ತಮ್ಮ ಸಂಗೀತ ಸಾಧನೆಯ ಜೊತೆಗೆ ಅಂಧರ ಬಾಳಿನಲ್ಲಿ ಬೆಳಕು ಮೂಡಿಸಿದ ಮಹಾಚೇತನ, ಅವರಿಗೆ ಸಮಗ್ರ ಕರ್ನಾಟಕ ಸಂಘಟನೆ ಸಾಂಸ್ಕೃತಿಕ ಅಂತರಾಷ್ಟ್ರೀಯ ಮಟ್ಟದ ಗೌರವ ಸಲ್ಲಬೇಕು ಎಂದು ಹಲವು ಗಣ್ಯರು ಅಭಿಪ್ರಾಯಪಟ್ಟರು. ಹೀಗಾಗಿ ಪುಟ್ಟರಾಜ ಗವಾಯಿಗಳಿಗೆ ಮರಣೋತ್ತರ ಭಾರತ ರತ್ನ ಪ್ರಶಸ್ತಿ ನೀಡಬೇಕು ಎಂದು ಕೇಂದ್ರ ಸರ್ಕಾರವನ್ನು ಒತ್ತಾಯಿಸಿದರು. ಅವರು ಸೋಮವಾರ ಸಂಜೆ ನಗರದ ಶ್ರೀ ವಿಶ್ವಕರ್ಮ ದೇವಸ್ಥಾನದಲ್ಲಿ ಡಾ.ಪುಟ್ಟರಾಜ ಗವಾಯಿಗಳ ಪುಣ್ಯಸ್ಮರಣೆ ಕಾರ್ಯಕ್ರಮದಲ್ಲಿ ಮಾತನಾಡಿದರು.: [8, 963, 166, 1060]
